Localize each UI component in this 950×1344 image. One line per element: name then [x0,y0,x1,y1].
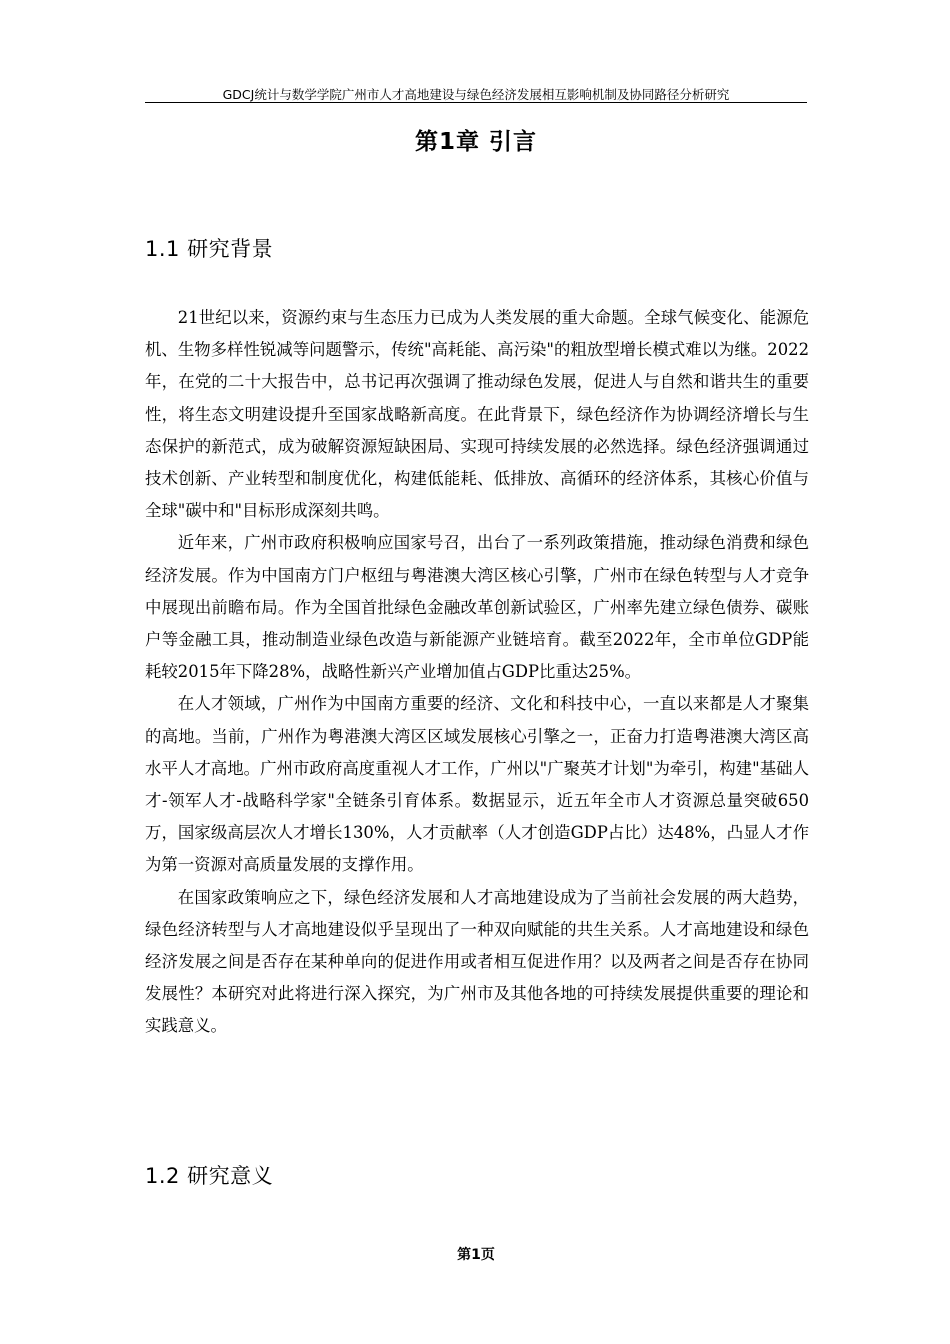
chapter-title: 第1章 引言 [414,129,537,155]
paragraph: 在国家政策响应之下，绿色经济发展和人才高地建设成为了当前社会发展的两大趋势，绿色经济转型与人才高地建设似乎呈现出了一种双向赋能的共生关系。人才高地建设和绿色经济发展之间是否存在某种单向的促进作用或者相互促进作用？以及两者之间是否存在协同发展性？本研究对此将进行深入探究，为广州市及其他各地的可持续发展提供重要的理论和实践意义。 [145,887,809,1036]
section-heading-1-2: 1.2 研究意义 [145,1164,274,1188]
paragraph: 在人才领域，广州作为中国南方重要的经济、文化和科技中心，一直以来都是人才聚集的高地。当前，广州作为粤港澳大湾区区域发展核心引擎之一，正奋力打造粤港澳大湾区高水平人才高地。广州市政府高度重视人才工作，广州以"广聚英才计划"为牵引，构建"基础人才-领军人才-战略科学家"全链条引育体系。数据显示，近五年全市人才资源总量突破650万，国家级高层次人才增长130%，人才贡献率（人才创造GDP占比）达48%，凸显人才作为第一资源对高质量发展的支撑作用。 [145,694,809,875]
header-divider [145,102,807,103]
page-number: 第1页 [457,1247,495,1263]
paragraph: 近年来，广州市政府积极响应国家号召，出台了一系列政策措施，推动绿色消费和绿色经济发展。作为中国南方门户枢纽与粤港澳大湾区核心引擎，广州市在绿色转型与人才竞争中展现出前瞻布局。作为全国首批绿色金融改革创新试验区，广州率先建立绿色债券、碳账户等金融工具，推动制造业绿色改造与新能源产业链培育。截至2022年，全市单位GDP能耗较2015年下降28%，战略性新兴产业增加值占GDP比重达25%。 [145,533,809,682]
section-heading-1-1: 1.1 研究背景 [145,237,274,261]
running-header: GDCJ统计与数学学院广州市人才高地建设与绿色经济发展相互影响机制及协同路径分析研究 [222,87,730,102]
paragraph: 21世纪以来，资源约束与生态压力已成为人类发展的重大命题。全球气候变化、能源危机、生物多样性锐减等问题警示，传统"高耗能、高污染"的粗放型增长模式难以为继。2022年，在党的二十大报告中，总书记再次强调了推动绿色发展，促进人与自然和谐共生的重要性，将生态文明建设提升至国家战略新高度。在此背景下，绿色经济作为协调经济增长与生态保护的新范式，成为破解资源短缺困局、实现可持续发展的必然选择。绿色经济强调通过技术创新、产业转型和制度优化，构建低能耗、低排放、高循环的经济体系，其核心价值与全球"碳中和"目标形成深刻共鸣。 [145,308,809,521]
section-1-1-body [145,302,809,1043]
